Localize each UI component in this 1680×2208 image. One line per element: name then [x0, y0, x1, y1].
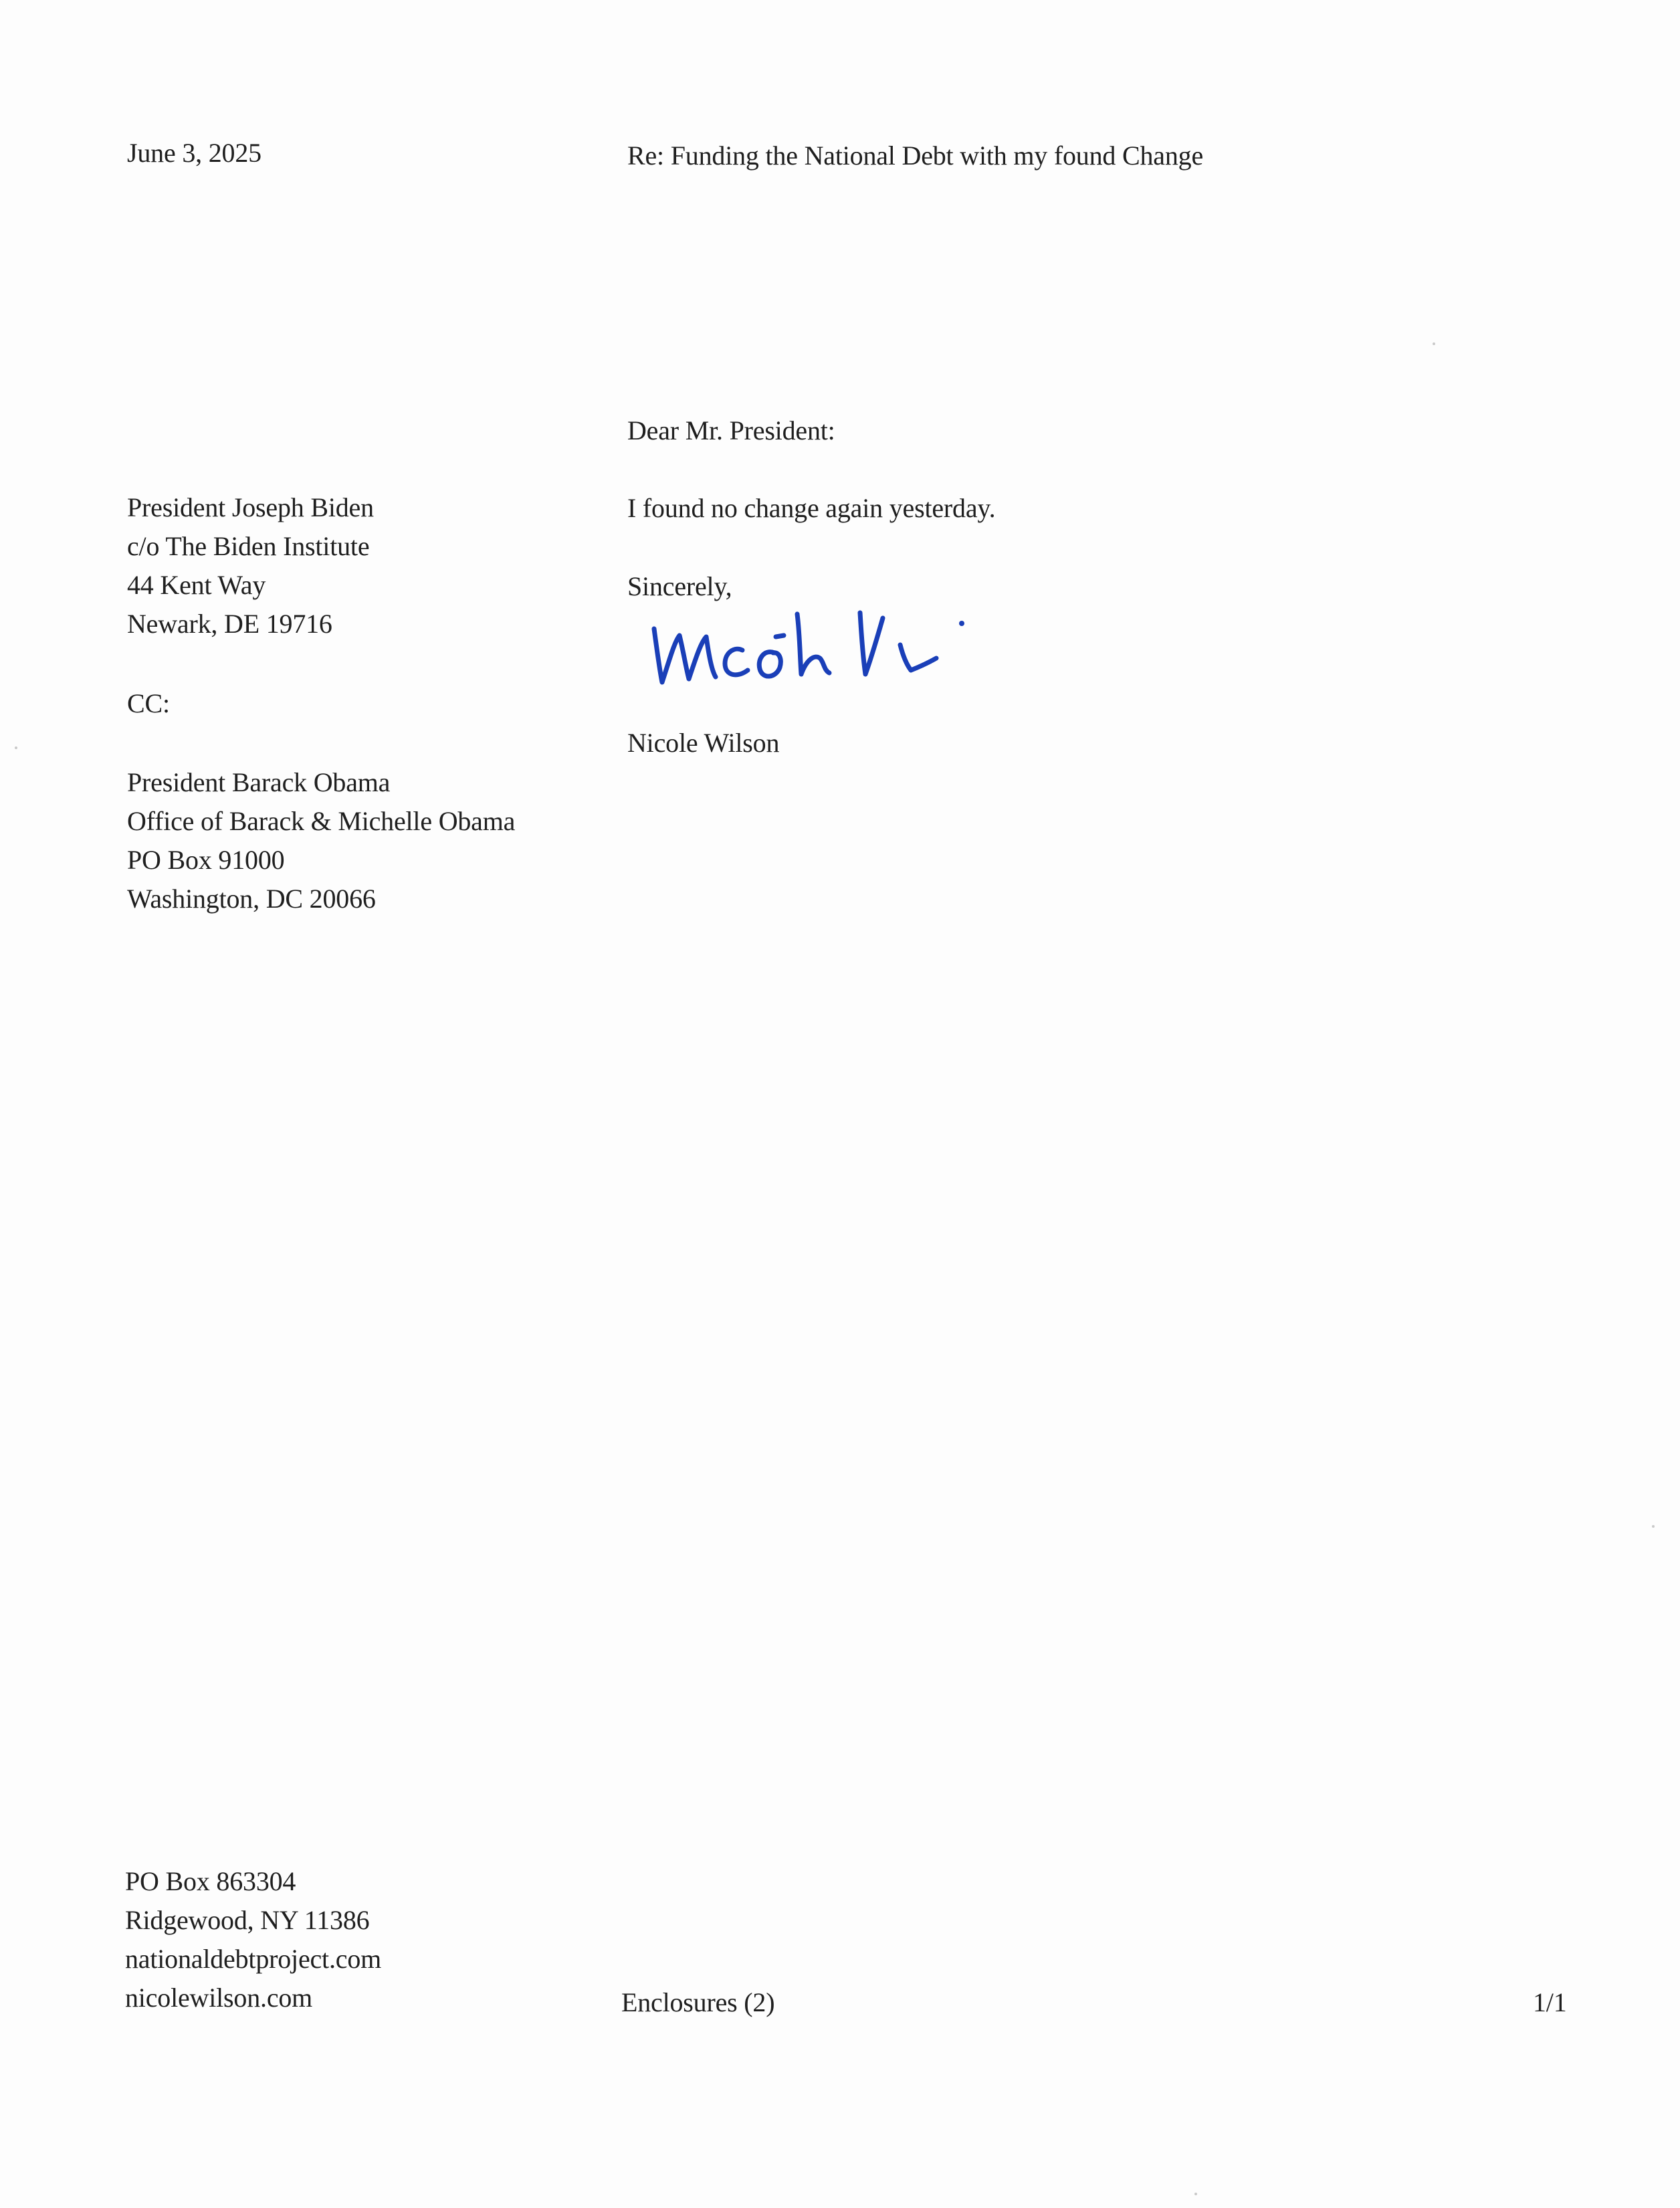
- cc-label: CC:: [127, 688, 170, 718]
- address-line: Newark, DE 19716: [127, 609, 332, 639]
- handwritten-signature: [642, 589, 1003, 709]
- recipient-address: [127, 488, 374, 643]
- address-line: PO Box 863304: [125, 1866, 296, 1896]
- address-line: 44 Kent Way: [127, 570, 266, 600]
- paper-speck: [15, 746, 17, 749]
- address-line: PO Box 91000: [127, 845, 285, 875]
- sender-address: [125, 1862, 381, 2017]
- address-line: Office of Barack & Michelle Obama: [127, 806, 516, 836]
- salutation: Dear Mr. President:: [627, 415, 835, 445]
- letter-body: I found no change again yesterday.: [627, 493, 996, 523]
- cc-address: [127, 763, 515, 918]
- signer-name: Nicole Wilson: [627, 728, 780, 758]
- page-number: 1/1: [1533, 1987, 1567, 2017]
- closing: Sincerely,: [627, 571, 732, 601]
- address-line: President Joseph Biden: [127, 492, 374, 522]
- letter-subject: Re: Funding the National Debt with my found Change: [627, 140, 1203, 171]
- website-line: nicolewilson.com: [125, 1983, 313, 2013]
- paper-speck: [1652, 1525, 1655, 1528]
- website-line: nationaldebtproject.com: [125, 1944, 382, 1974]
- address-line: c/o The Biden Institute: [127, 531, 370, 561]
- address-line: President Barack Obama: [127, 767, 391, 797]
- address-line: Washington, DC 20066: [127, 884, 376, 914]
- address-line: Ridgewood, NY 11386: [125, 1905, 370, 1935]
- paper-speck: [1433, 342, 1435, 345]
- letter-date: June 3, 2025: [127, 138, 261, 168]
- enclosures-note: Enclosures (2): [621, 1987, 775, 2017]
- paper-speck: [1194, 2193, 1197, 2195]
